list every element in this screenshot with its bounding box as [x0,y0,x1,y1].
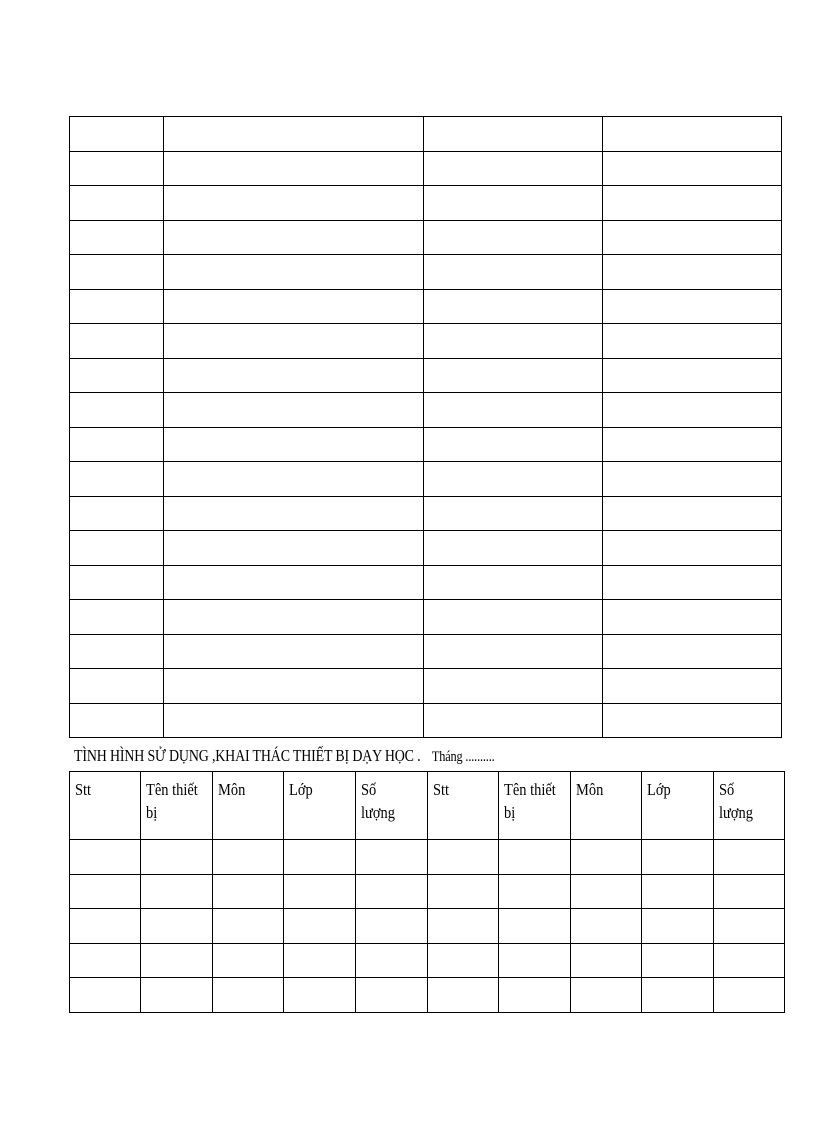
header-cell-quantity [356,772,428,840]
upper-table-cell [164,703,424,738]
header-cell-equipment-name [141,772,213,840]
usage-table-cell [714,978,785,1013]
upper-table-row [70,600,782,635]
upper-table-cell [603,220,782,255]
upper-table-cell [603,634,782,669]
usage-table-cell [571,874,642,909]
upper-table-cell [164,634,424,669]
upper-table-cell [164,255,424,290]
usage-table-cell [714,943,785,978]
usage-table-cell [642,840,714,875]
upper-table-cell [70,462,164,497]
upper-table-cell [424,220,603,255]
usage-table-cell [642,909,714,944]
month-label: Tháng .......... [431,749,495,765]
upper-table-cell [70,358,164,393]
usage-table-cell [571,943,642,978]
upper-table-cell [164,358,424,393]
upper-table-cell [603,600,782,635]
upper-table-row [70,531,782,566]
upper-table-cell [164,220,424,255]
usage-table-cell [642,874,714,909]
header-text: Số lượng [361,780,395,822]
upper-table-cell [424,634,603,669]
upper-table-cell [603,427,782,462]
usage-table-cell [213,874,284,909]
upper-table-cell [603,117,782,152]
usage-table-cell [642,978,714,1013]
upper-table-cell [164,289,424,324]
usage-table-cell [428,840,499,875]
header-cell-equipment-name [499,772,571,840]
upper-table-cell [424,496,603,531]
usage-table-cell [499,840,571,875]
upper-table-cell [164,186,424,221]
upper-table-cell [603,496,782,531]
usage-table-cell [284,978,356,1013]
usage-table-cell [141,978,213,1013]
upper-table-cell [424,669,603,704]
usage-table-cell [714,874,785,909]
upper-table-cell [70,531,164,566]
usage-table-row [70,874,785,909]
upper-table-cell [603,462,782,497]
upper-table-cell [70,600,164,635]
usage-table-cell [356,943,428,978]
usage-table-cell [70,978,141,1013]
upper-table-cell [603,186,782,221]
upper-table-row [70,117,782,152]
usage-table-cell [356,909,428,944]
upper-table-cell [424,703,603,738]
upper-table-cell [70,324,164,359]
upper-table-row [70,703,782,738]
upper-table-row [70,324,782,359]
usage-table-header-row [70,772,785,840]
header-text: Môn [576,780,604,799]
upper-table-cell [70,289,164,324]
upper-table-cell [603,531,782,566]
usage-table-cell [70,909,141,944]
header-text: Tên thiết bị [146,780,198,822]
upper-table-cell [70,669,164,704]
upper-table-cell [164,427,424,462]
usage-table-cell [428,874,499,909]
header-text: Môn [218,780,246,799]
usage-table-cell [642,943,714,978]
upper-table-row [70,427,782,462]
usage-table-cell [284,909,356,944]
upper-table-row [70,634,782,669]
upper-table-cell [70,427,164,462]
usage-table-cell [213,909,284,944]
usage-table-row [70,909,785,944]
section-title-text: TÌNH HÌNH SỬ DỤNG ,KHAI THÁC THIẾT BỊ DẠY HỌC . [74,746,421,765]
usage-table-cell [70,840,141,875]
upper-table-cell [424,427,603,462]
usage-table-cell [284,874,356,909]
upper-table-row [70,462,782,497]
usage-table-cell [428,978,499,1013]
usage-table-cell [571,978,642,1013]
usage-table [69,771,785,1013]
upper-table-cell [603,358,782,393]
upper-table-cell [424,531,603,566]
upper-table-cell [70,496,164,531]
usage-table-cell [213,943,284,978]
header-cell-quantity [714,772,785,840]
header-text: Stt [75,780,92,799]
upper-table-cell [70,565,164,600]
upper-table-cell [70,117,164,152]
upper-table-cell [70,220,164,255]
usage-table-cell [141,840,213,875]
upper-table-row [70,186,782,221]
upper-table-cell [603,255,782,290]
upper-table-cell [424,393,603,428]
upper-table-row [70,151,782,186]
usage-table-cell [70,874,141,909]
upper-table-row [70,255,782,290]
usage-table-cell [213,978,284,1013]
upper-table-cell [424,600,603,635]
upper-blank-table [69,116,782,738]
header-cell-stt [70,772,141,840]
header-cell-stt [428,772,499,840]
usage-table-cell [70,943,141,978]
header-cell-class [284,772,356,840]
usage-table-cell [571,909,642,944]
header-text: Số lượng [719,780,753,822]
upper-table-cell [424,186,603,221]
upper-table-cell [424,462,603,497]
upper-table-cell [424,565,603,600]
usage-table-cell [428,943,499,978]
usage-table-cell [499,943,571,978]
upper-table-cell [70,634,164,669]
usage-table-row [70,978,785,1013]
upper-table-cell [164,531,424,566]
usage-table-cell [356,840,428,875]
usage-table-cell [141,943,213,978]
usage-table-cell [284,840,356,875]
upper-table-row [70,669,782,704]
upper-table-cell [164,669,424,704]
upper-table-cell [164,117,424,152]
usage-table-cell [141,909,213,944]
upper-table-cell [424,117,603,152]
upper-table-cell [164,324,424,359]
upper-table-cell [70,255,164,290]
upper-table-cell [70,393,164,428]
usage-table-cell [499,874,571,909]
upper-table-cell [164,600,424,635]
upper-table-cell [70,151,164,186]
upper-table-row [70,358,782,393]
upper-table-cell [164,462,424,497]
upper-table-cell [70,703,164,738]
upper-table-cell [603,393,782,428]
usage-table-cell [499,978,571,1013]
header-cell-class [642,772,714,840]
usage-table-cell [499,909,571,944]
upper-table-cell [603,565,782,600]
upper-table-cell [164,496,424,531]
upper-table-cell [603,151,782,186]
header-cell-subject [213,772,284,840]
usage-table-row [70,840,785,875]
usage-table-cell [356,978,428,1013]
usage-table-cell [284,943,356,978]
upper-table-cell [424,289,603,324]
header-text: Stt [433,780,450,799]
header-text: Lớp [289,780,313,799]
usage-table-cell [141,874,213,909]
usage-table-cell [571,840,642,875]
header-text: Tên thiết bị [504,780,556,822]
upper-table-cell [424,358,603,393]
usage-table-cell [714,909,785,944]
header-text: Lớp [647,780,671,799]
upper-table-cell [603,669,782,704]
upper-table-row [70,220,782,255]
upper-table-cell [603,289,782,324]
upper-table-row [70,565,782,600]
usage-table-cell [213,840,284,875]
upper-table-cell [164,151,424,186]
usage-table-cell [428,909,499,944]
usage-table-cell [714,840,785,875]
upper-table-row [70,289,782,324]
upper-table-cell [603,324,782,359]
section-title [74,746,648,766]
upper-table-row [70,393,782,428]
upper-table-cell [424,151,603,186]
upper-table-cell [164,393,424,428]
usage-table-cell [356,874,428,909]
upper-table-row [70,496,782,531]
upper-table-cell [424,255,603,290]
upper-table-cell [164,565,424,600]
usage-table-row [70,943,785,978]
upper-table-cell [603,703,782,738]
upper-table-cell [70,186,164,221]
upper-table-cell [424,324,603,359]
header-cell-subject [571,772,642,840]
